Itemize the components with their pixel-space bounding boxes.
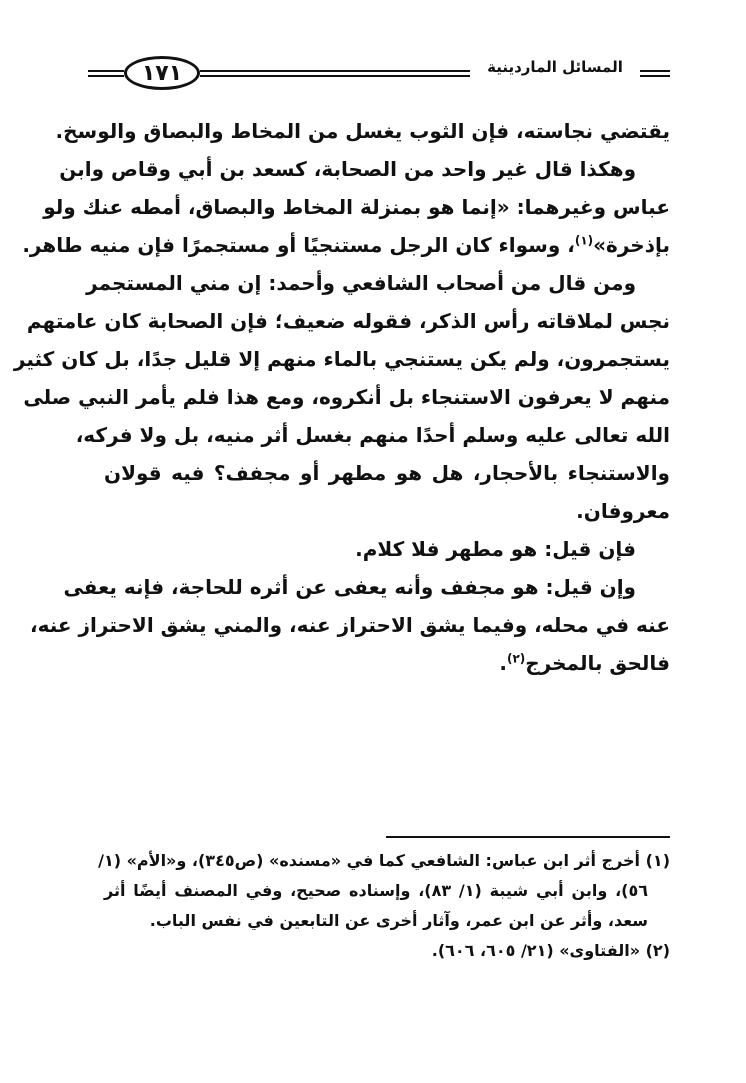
running-title: المسائل الماردينية xyxy=(487,58,623,76)
body-line: الله تعالى عليه وسلم أحدًا منهم بغسل أثر منيه، بل ولا فركه، xyxy=(75,423,670,447)
page-number: ١٧١ xyxy=(124,56,200,90)
footnote-line: (٢) «الفتاوى» (٢١/ ٦٠٥، ٦٠٦). xyxy=(431,941,670,960)
body-line: فإن قيل: هو مطهر فلا كلام. xyxy=(355,537,636,561)
body-line-start: فالحق بالمخرج xyxy=(525,651,670,675)
footnote-line: سعد، وأثر عن ابن عمر، وآثار أخرى عن التابعين في نفس الباب. xyxy=(149,911,648,930)
header-rule-left xyxy=(88,70,124,80)
body-line-start: بإذخرة» xyxy=(593,233,670,257)
body-line-with-footnote: فالحق بالمخرج$^{(٢)}$. xyxy=(499,651,670,675)
body-line: ومن قال من أصحاب الشافعي وأحمد: إن مني المستجمر xyxy=(86,271,636,295)
body-line: معروفان. xyxy=(576,499,670,523)
footnote-divider xyxy=(386,836,670,838)
page-header xyxy=(88,56,670,96)
header-rule-right xyxy=(640,70,670,80)
body-line: والاستنجاء بالأحجار، هل هو مطهر أو مجفف؟ فيه قولان xyxy=(104,461,670,485)
footnote-ref-1: (١) xyxy=(574,233,594,248)
body-text xyxy=(13,112,670,682)
body-line: وإن قيل: هو مجفف وأنه يعفى عن أثره للحاجة، فإنه يعفى xyxy=(63,575,636,599)
body-line-with-footnote xyxy=(22,226,670,264)
footnote-line: ٥٦)، وابن أبي شيبة (١/ ٨٣)، وإسناده صحيح، وفي المصنف أيضًا أثر xyxy=(104,881,649,900)
footnote-ref-2: (٢) xyxy=(506,651,526,666)
body-line: نجس لملاقاته رأس الذكر، فقوله ضعيف؛ فإن الصحابة كان عامتهم xyxy=(26,309,670,333)
footnote-line: (١) أخرج أثر ابن عباس: الشافعي كما في «مسنده» (ص٣٤٥)، و«الأم» (١/ xyxy=(98,851,670,870)
body-line: عباس وغيرهما: «إنما هو بمنزلة المخاط والبصاق، أمطه عنك ولو xyxy=(43,195,670,219)
footnotes xyxy=(98,846,670,966)
body-line: يستجمرون، ولم يكن يستنجي بالماء منهم إلا قليل جدًا، بل كان كثير xyxy=(13,347,670,371)
body-line: عنه في محله، وفيما يشق الاحتراز عنه، والمني يشق الاحتراز عنه، xyxy=(30,613,670,637)
body-line: منهم لا يعرفون الاستنجاء بل أنكروه، ومع هذا فلم يأمر النبي صلى xyxy=(23,385,670,409)
header-rule-middle xyxy=(200,70,470,80)
body-line-rest: ، وسواء كان الرجل مستنجيًا أو مستجمرًا فإن منيه طاهر. xyxy=(22,233,575,257)
body-line: وهكذا قال غير واحد من الصحابة، كسعد بن أبي وقاص وابن xyxy=(59,157,636,181)
body-line: يقتضي نجاسته، فإن الثوب يغسل من المخاط والبصاق والوسخ. xyxy=(55,119,670,143)
